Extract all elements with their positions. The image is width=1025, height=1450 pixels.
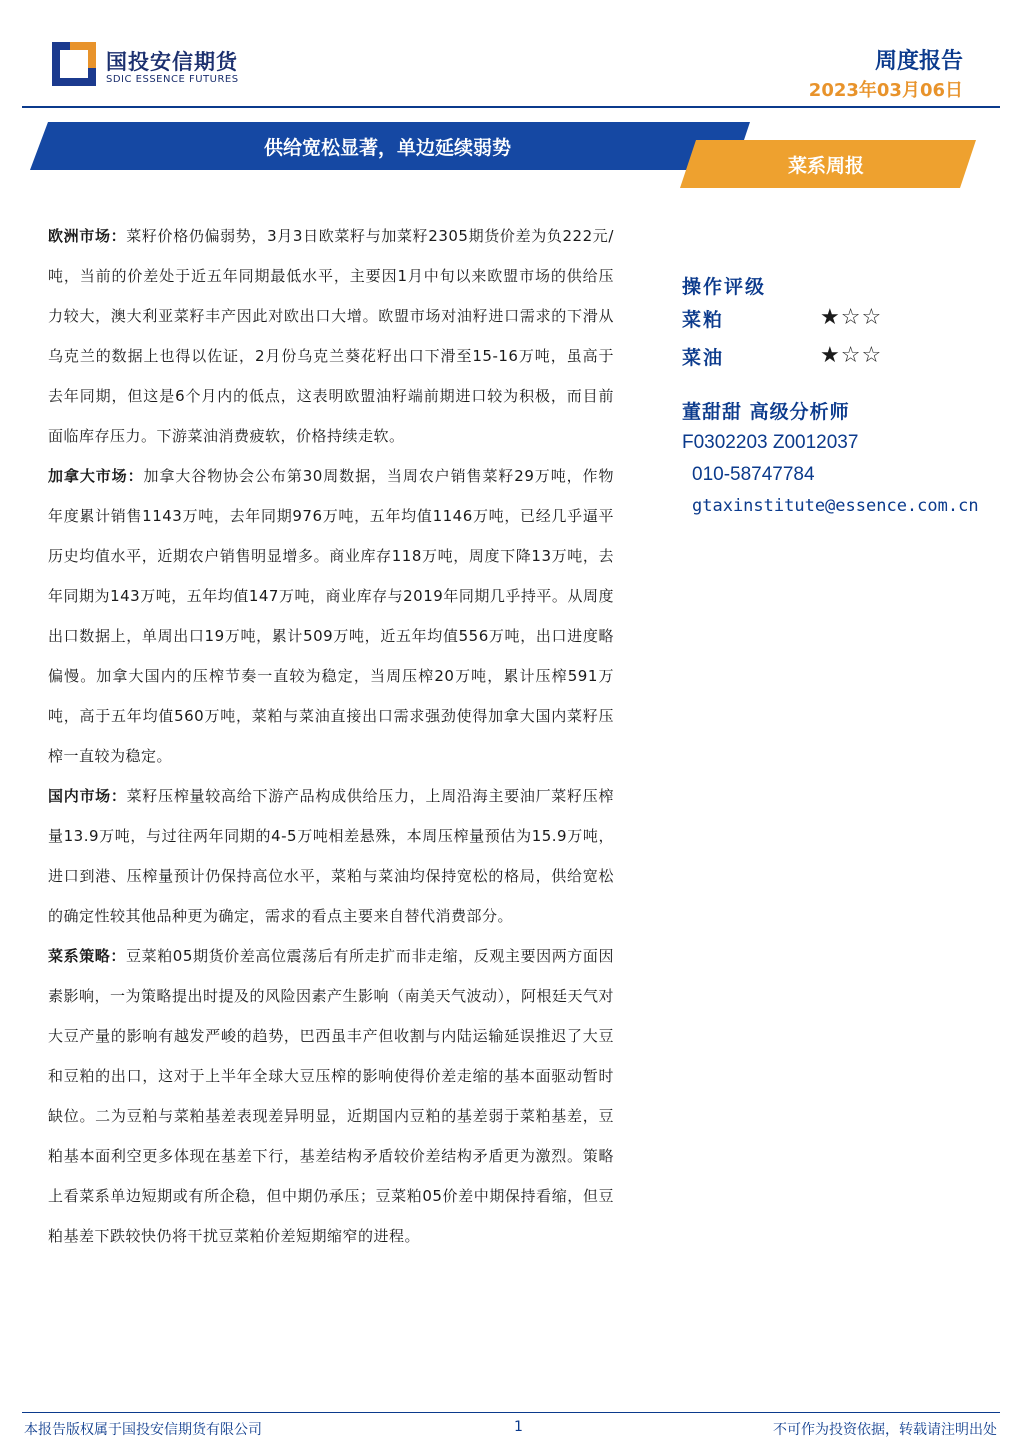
section-domestic <box>48 776 614 936</box>
report-date: 2023年03月06日 <box>808 80 963 101</box>
analyst-phone: 010-58747784 <box>692 464 815 485</box>
logo-mark-icon <box>52 42 96 86</box>
footer-divider <box>22 1412 1000 1413</box>
sidebar <box>682 272 1012 516</box>
section-strategy <box>48 936 614 1256</box>
footer-copyright: 本报告版权属于国投安信期货有限公司 <box>24 1422 262 1438</box>
report-title: 供给宽松显著，单边延续弱势 <box>264 137 512 159</box>
footer-disclaimer: 不可作为投资依据，转载请注明出处 <box>773 1422 997 1438</box>
report-type: 周度报告 <box>874 49 963 74</box>
analyst-cert: F0302203 Z0012037 <box>682 432 859 453</box>
report-body <box>48 216 614 1256</box>
section-text: 加拿大谷物协会公布第30周数据，当周农户销售菜籽29万吨，作物年度累计销售1143万吨，去年同期976万吨，五年均值1146万吨，已经几乎逼平历史均值水平，近期农户销售明显增多。商业库存118万吨，周度下降13万吨，去年同期为143万吨，五年均值147万吨，商业库存与2019年同期几乎持平。从周度出口数据上，单周出口19万吨，累计509万吨，近五年均值556万吨，出口进度略偏慢。加拿大国内的压榨节奏一直较为稳定，当周压榨20万吨，累计压榨591万吨，高于五年均值560万吨，菜粕与菜油直接出口需求强劲使得加拿大国内菜籽压榨一直较为稳定。 <box>48 467 614 765</box>
page-number: 1 <box>514 1419 523 1435</box>
section-lead: 菜系策略： <box>48 947 126 965</box>
rating-row <box>682 341 1012 375</box>
section-text: 菜籽价格仍偏弱势，3月3日欧菜籽与加菜籽2305期货价差为负222元/吨，当前的价差处于近五年同期最低水平，主要因1月中旬以来欧盟市场的供给压力较大，澳大利亚菜籽丰产因此对欧出口大增。欧盟市场对油籽进口需求的下滑从乌克兰的数据上也得以佐证，2月份乌克兰葵花籽出口下滑至15-16万吨，虽高于去年同期，但这是6个月内的低点，这表明欧盟油籽端前期进口较为积极，而目前面临库存压力。下游菜油消费疲软，价格持续走软。 <box>48 227 614 445</box>
rating-name: 菜油 <box>682 347 725 369</box>
section-lead: 加拿大市场： <box>48 467 144 485</box>
section-text: 菜籽压榨量较高给下游产品构成供给压力，上周沿海主要油厂菜籽压榨量13.9万吨，与过往两年同期的4-5万吨相差悬殊，本周压榨量预估为15.9万吨，进口到港、压榨量预计仍保持高位水平，菜粕与菜油均保持宽松的格局，供给宽松的确定性较其他品种更为确定，需求的看点主要来自替代消费部分。 <box>48 787 614 925</box>
logo-text-cn: 国投安信期货 <box>106 50 238 74</box>
section-lead: 国内市场： <box>48 787 127 805</box>
star-rating-icon: ★☆☆ <box>820 305 883 330</box>
header-divider <box>22 106 1000 108</box>
analyst-email[interactable]: gtaxinstitute@essence.com.cn <box>692 496 979 516</box>
rating-title: 操作评级 <box>682 276 767 298</box>
rating-row <box>682 303 1012 337</box>
report-tag: 菜系周报 <box>788 155 865 177</box>
analyst-name: 董甜甜 高级分析师 <box>682 401 850 423</box>
logo-text-en: SDIC ESSENCE FUTURES <box>106 74 239 85</box>
star-rating-icon: ★☆☆ <box>820 343 883 368</box>
section-lead: 欧洲市场： <box>48 227 127 245</box>
rating-name: 菜粕 <box>682 309 725 331</box>
section-text: 豆菜粕05期货价差高位震荡后有所走扩而非走缩，反观主要因两方面因素影响，一为策略提出时提及的风险因素产生影响（南美天气波动），阿根廷天气对大豆产量的影响有越发严峻的趋势，巴西虽丰产但收割与内陆运输延误推迟了大豆和豆粕的出口，这对于上半年全球大豆压榨的影响使得价差走缩的基本面驱动暂时缺位。二为豆粕与菜粕基差表现差异明显，近期国内豆粕的基差弱于菜粕基差，豆粕基本面利空更多体现在基差下行，基差结构矛盾较价差结构矛盾更为激烈。策略上看菜系单边短期或有所企稳，但中期仍承压；豆菜粕05价差中期保持看缩，但豆粕基差下跌较快仍将干扰豆菜粕价差短期缩窄的进程。 <box>48 947 615 1245</box>
section-canada <box>48 456 614 776</box>
section-europe <box>48 216 614 456</box>
company-logo <box>52 42 292 90</box>
